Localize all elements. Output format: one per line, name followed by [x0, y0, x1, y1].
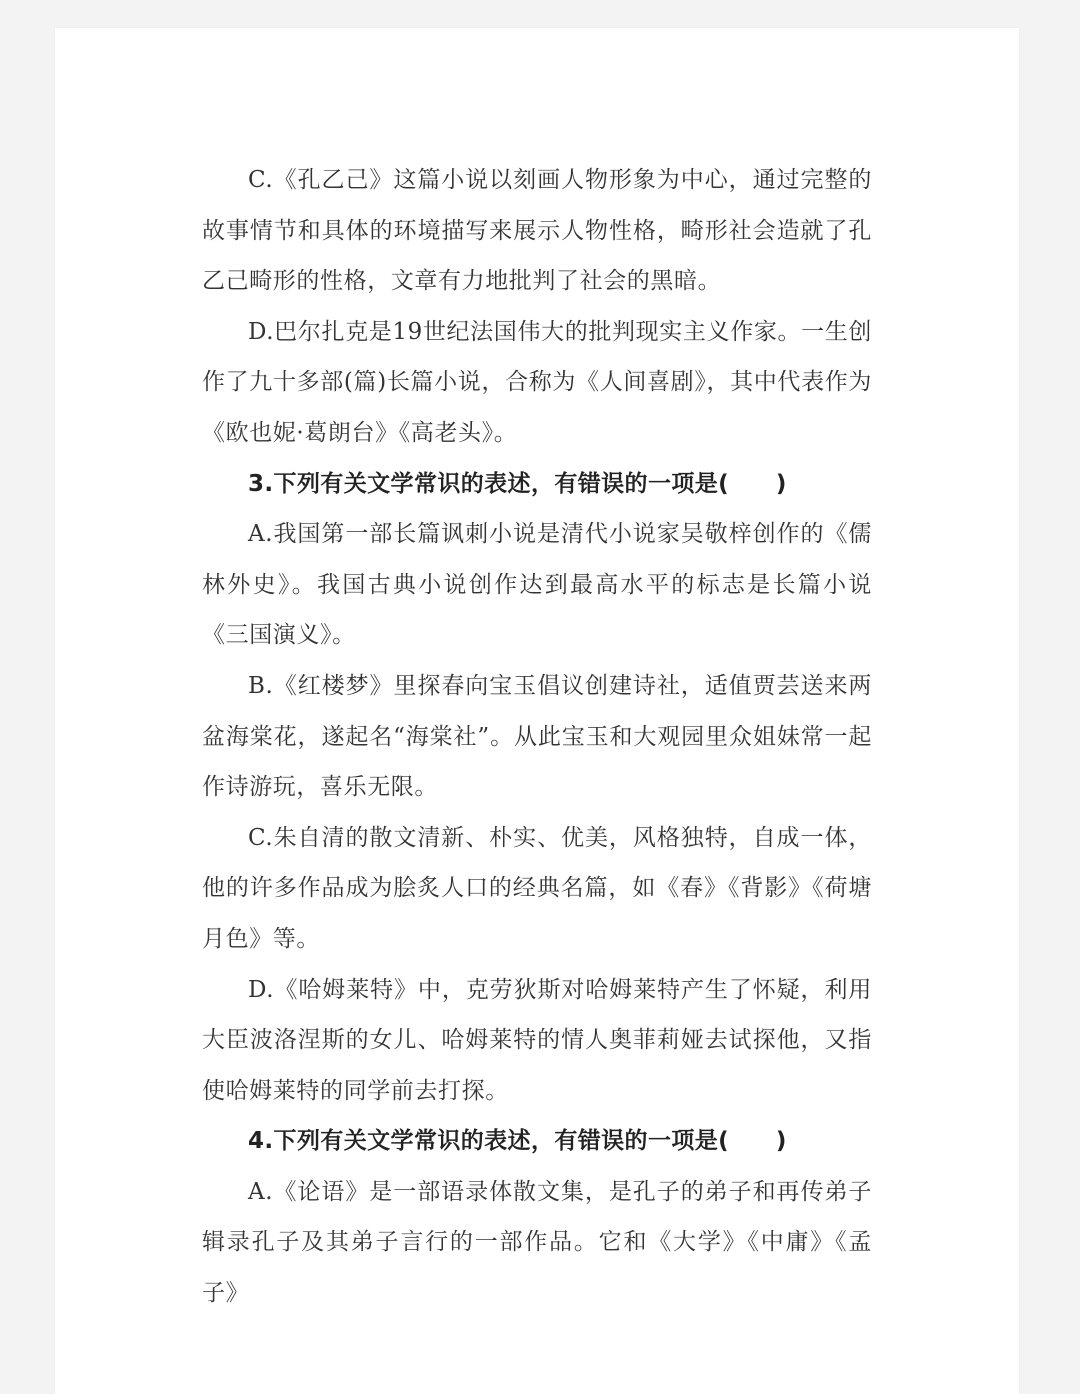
option-paragraph: D.巴尔扎克是19世纪法国伟大的批判现实主义作家。一生创作了九十多部(篇)长篇小说，合称为《人间喜剧》，其中代表作为《欧也妮·葛朗台》《高老头》。: [202, 318, 872, 446]
question-heading: 4.下列有关文学常识的表述，有错误的一项是( ): [248, 1128, 787, 1155]
option-paragraph: C.《孔乙己》这篇小说以刻画人物形象为中心，通过完整的故事情节和具体的环境描写来展示人物性格，畸形社会造就了孔乙己畸形的性格，文章有力地批判了社会的黑暗。: [202, 167, 872, 295]
option-paragraph: D.《哈姆莱特》中，克劳狄斯对哈姆莱特产生了怀疑，利用大臣波洛涅斯的女儿、哈姆莱特的情人奥菲莉娅去试探他，又指使哈姆莱特的同学前去打探。: [202, 976, 872, 1104]
option-paragraph: A.《论语》是一部语录体散文集，是孔子的弟子和再传弟子辑录孔子及其弟子言行的一部作品。它和《大学》《中庸》《孟子》: [202, 1178, 872, 1307]
document-body: [202, 155, 872, 1319]
document-page: [55, 28, 1019, 1394]
option-paragraph: B.《红楼梦》里探春向宝玉倡议创建诗社，适值贾芸送来两盆海棠花，遂起名“海棠社”。从此宝玉和大观园里众姐妹常一起作诗游玩，喜乐无限。: [202, 672, 872, 801]
question-heading: 3.下列有关文学常识的表述，有错误的一项是( ): [248, 470, 787, 497]
option-paragraph: C.朱自清的散文清新、朴实、优美，风格独特，自成一体，他的许多作品成为脍炙人口的经典名篇，如《春》《背影》《荷塘月色》等。: [202, 824, 872, 952]
option-paragraph: A.我国第一部长篇讽刺小说是清代小说家吴敬梓创作的《儒林外史》。我国古典小说创作达到最高水平的标志是长篇小说《三国演义》。: [202, 521, 872, 649]
